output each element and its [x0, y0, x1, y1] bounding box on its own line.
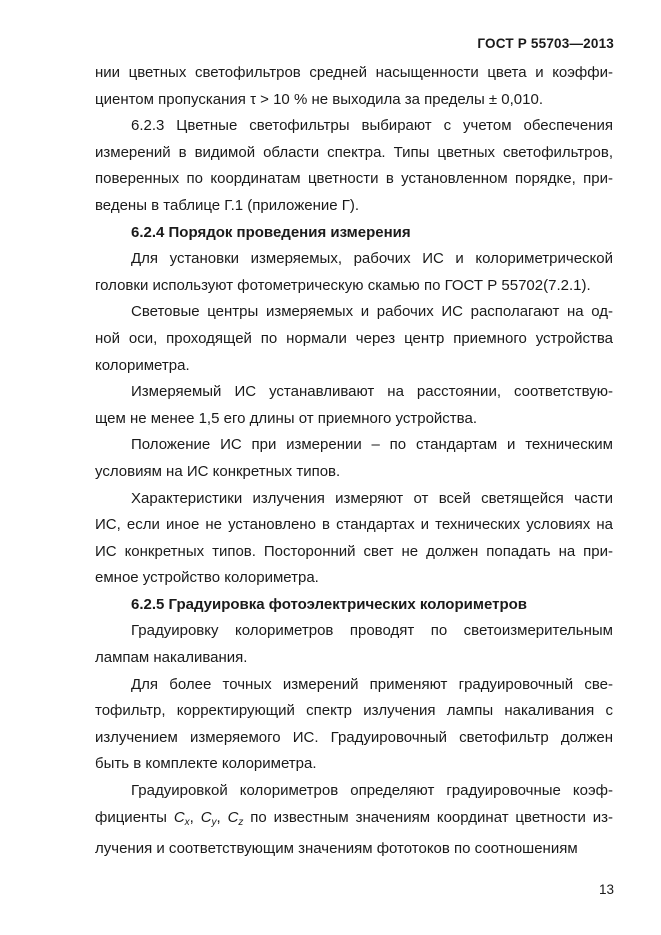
- document-body: [95, 60, 613, 863]
- text-line: Градуировкой колориметров определяют градуировочные коэф-: [131, 782, 613, 800]
- section-heading-6-2-5: 6.2.5 Градуировка фотоэлектрических колориметров: [131, 595, 527, 613]
- symbol-base: C: [227, 808, 239, 826]
- text-fragment: по известным значениям координат цветности из-: [243, 808, 614, 826]
- text-line: Для более точных измерений применяют градуировочный све-: [131, 675, 613, 693]
- text-line: измерений в видимой области спектра. Типы цветных светофильтров,: [95, 143, 613, 161]
- paragraph-light-centers: [95, 299, 613, 379]
- paragraph-6-2-3: [95, 113, 613, 219]
- text-line: излучением измеряемого ИС. Градуировочный светофильтр должен: [95, 728, 613, 746]
- paragraph-calibration: [95, 618, 613, 671]
- text-line: Положение ИС при измерении – по стандартам и техническим: [131, 436, 613, 454]
- text-line: циентом пропускания τ > 10 % не выходила за пределы ± 0,010.: [95, 90, 543, 108]
- page-number: 13: [598, 882, 614, 897]
- paragraph-position: [95, 432, 613, 485]
- text-line: Для установки измеряемых, рабочих ИС и колориметрической: [131, 250, 613, 268]
- symbol-base: C: [173, 808, 185, 826]
- text-line: ведены в таблице Г.1 (приложение Г).: [95, 196, 360, 214]
- symbol-subscript: y: [211, 816, 217, 828]
- text-line: Световые центры измеряемых и рабочих ИС располагают на од-: [131, 303, 613, 321]
- separator: ,: [189, 808, 201, 826]
- separator: ,: [216, 808, 228, 826]
- text-line: условиям на ИС конкретных типов.: [95, 462, 341, 480]
- symbol-subscript: x: [184, 816, 190, 828]
- coefficient-cx: [174, 809, 190, 826]
- text-line: Измеряемый ИС устанавливают на расстоянии, соответствую-: [131, 383, 613, 401]
- paragraph-characteristics: [95, 486, 613, 592]
- paragraph-calibration-filter: [95, 672, 613, 778]
- paragraph-distance: [95, 379, 613, 432]
- text-line: головки используют фотометрическую скамью по ГОСТ Р 55702(7.2.1).: [95, 276, 591, 294]
- text-line: колориметра.: [95, 356, 190, 374]
- text-line: 6.2.3 Цветные светофильтры выбирают с учетом обеспечения: [131, 117, 613, 135]
- section-heading-6-2-4: 6.2.4 Порядок проведения измерения: [131, 223, 411, 241]
- paragraph-coefficients: [95, 778, 613, 863]
- symbol-subscript: z: [238, 816, 244, 828]
- text-line: тофильтр, корректирующий спектр излучения лампы накаливания с: [95, 702, 613, 720]
- paragraph-continuation: [95, 60, 613, 113]
- text-line: емное устройство колориметра.: [95, 569, 319, 587]
- paragraph-installation: [95, 246, 613, 299]
- text-line: лампам накаливания.: [95, 649, 248, 667]
- text-line: нии цветных светофильтров средней насыщенности цвета и коэффи-: [95, 64, 613, 81]
- text-line: Градуировку колориметров проводят по светоизмерительным: [131, 622, 613, 640]
- text-line: поверенных по координатам цветности в установленном порядке, при-: [95, 170, 613, 188]
- document-header: ГОСТ Р 55703—2013: [477, 36, 614, 51]
- text-line: Характеристики излучения измеряют от всей светящейся части: [131, 489, 613, 507]
- text-line: лучения и соответствующим значениям фототоков по соотношениям: [95, 840, 578, 858]
- coefficient-cy: [201, 809, 217, 826]
- coefficient-cz: [228, 809, 244, 826]
- text-line: ИС, если иное не установлено в стандартах и технических условиях на: [95, 516, 613, 534]
- text-line: ной оси, проходящей по нормали через центр приемного устройства: [95, 329, 613, 347]
- text-line-with-formula: [95, 805, 613, 837]
- text-line: быть в комплекте колориметра.: [95, 755, 317, 773]
- text-fragment: фициенты: [95, 808, 174, 826]
- text-line: щем не менее 1,5 его длины от приемного устройства.: [95, 409, 477, 427]
- text-line: ИС конкретных типов. Посторонний свет не должен попадать на при-: [95, 542, 613, 560]
- symbol-base: C: [200, 808, 212, 826]
